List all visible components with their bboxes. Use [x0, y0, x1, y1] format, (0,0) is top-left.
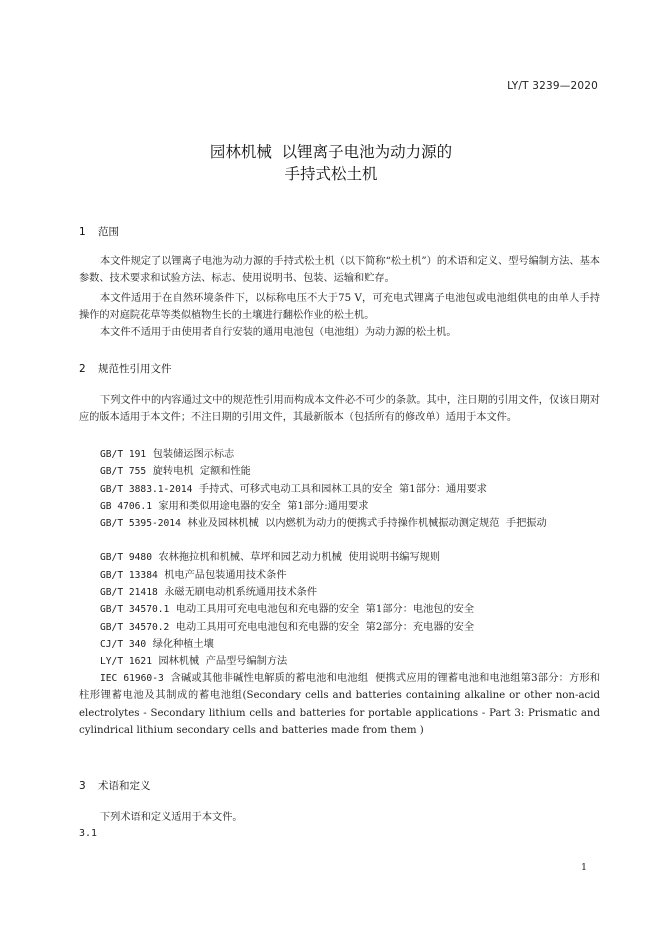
reference-title: 手持式、可移式电动工具和园林工具的安全 第1部分：通用要求: [198, 484, 487, 495]
reference-title: 农林拖拉机和机械、草坪和园艺动力机械 使用说明书编写规则: [158, 552, 441, 563]
section-heading-scope: [79, 224, 119, 239]
section-heading-terms: [79, 778, 151, 793]
reference-item: [100, 567, 600, 584]
reference-item: [100, 584, 600, 601]
reference-item: [100, 601, 600, 618]
reference-title: 林业及园林机械 以内燃机为动力的便携式手持操作机械振动测定规范 手把振动: [187, 518, 547, 529]
reference-code: CJ/T 340: [100, 639, 147, 650]
reference-code: GB/T 3883.1-2014: [100, 484, 193, 495]
title-line-2: 手持式松土机: [284, 165, 378, 183]
page-title: [0, 141, 662, 185]
reference-title: 旋转电机 定额和性能: [152, 466, 251, 477]
reference-item: [100, 619, 600, 636]
reference-item: [100, 636, 600, 653]
scope-paragraph-1: 本文件规定了以锂离子电池为动力源的手持式松土机（以下简称“松土机”）的术语和定义、型号编制方法、基本参数、技术要求和试验方法、标志、使用说明书、包装、运输和贮存。: [79, 256, 600, 284]
reference-title: 机电产品包装通用技术条件: [164, 570, 287, 581]
reference-code: IEC 61960-3: [100, 673, 164, 684]
scope-paragraph-2: 本文件适用于在自然环境条件下，以标称电压不大于75 V，可充电式锂离子电池包或电池组供电的由单人手持操作的对庭院花草等类似植物生长的土壤进行翻松作业的松土机。: [79, 293, 600, 321]
reference-code: GB 4706.1: [100, 501, 152, 512]
reference-title: 家用和类似用途电器的安全 第1部分:通用要求: [158, 501, 369, 512]
reference-item: [100, 498, 600, 515]
section-title: 术语和定义: [98, 780, 151, 792]
reference-code: GB/T 21418: [100, 587, 158, 598]
reference-title: 含碱或其他非碱性电解质的蓄电池和电池组 便携式应用的锂蓄电池和电池组第3部分：方形和柱形锂蓄电池及其制成的蓄电池组(Secondary cells and batteries containing alkaline or other non-acid electrolytes - Secondary lithium cells and batteries for portable applications - Part 3: Prismatic and cylindrical lithium secondary cells and batteries made from them ): [79, 673, 604, 736]
section-title: 范围: [98, 226, 119, 238]
reference-title: 电动工具用可充电电池包和充电器的安全 第2部分：充电器的安全: [175, 622, 475, 633]
reference-item: [100, 446, 600, 463]
reference-code: LY/T 1621: [100, 656, 152, 667]
reference-item: [100, 549, 600, 566]
reference-code: GB/T 755: [100, 466, 147, 477]
reference-title: 园林机械 产品型号编制方法: [158, 656, 288, 667]
reference-code: GB/T 34570.1: [100, 604, 170, 615]
normative-intro: 下列文件中的内容通过文中的规范性引用而构成本文件必不可少的条款。其中，注日期的引用文件，仅该日期对应的版本适用于本文件；不注日期的引用文件，其最新版本（包括所有的修改单）适用于本文件。: [79, 395, 600, 423]
scope-paragraph-3: 本文件不适用于由使用者自行安装的通用电池包（电池组）为动力源的松土机。: [100, 327, 457, 338]
subclause-number: 3.1: [79, 828, 98, 839]
document-id: LY/T 3239—2020: [507, 80, 598, 92]
reference-item: [100, 463, 600, 480]
section-number: 3: [79, 780, 86, 792]
reference-code: GB/T 34570.2: [100, 622, 170, 633]
reference-code: GB/T 191: [100, 449, 147, 460]
reference-title: 永磁无刷电动机系统通用技术条件: [164, 587, 318, 598]
reference-code: GB/T 5395-2014: [100, 518, 181, 529]
reference-item: [79, 670, 604, 739]
section-number: 2: [79, 363, 86, 375]
section-number: 1: [79, 226, 86, 238]
reference-code: GB/T 9480: [100, 552, 152, 563]
reference-item: [79, 515, 600, 532]
terms-intro: 下列术语和定义适用于本文件。: [100, 812, 243, 823]
reference-item: [100, 653, 600, 670]
title-line-1: 园林机械 以锂离子电池为动力源的: [209, 143, 453, 161]
reference-title: 电动工具用可充电电池包和充电器的安全 第1部分：电池包的安全: [175, 604, 475, 615]
page-number: 1: [580, 862, 587, 873]
reference-title: 绿化种植土壤: [152, 639, 214, 650]
section-heading-normative: [79, 361, 172, 376]
reference-item: [100, 481, 600, 498]
section-title: 规范性引用文件: [98, 363, 172, 375]
reference-title: 包装储运图示标志: [152, 449, 235, 460]
reference-code: GB/T 13384: [100, 570, 158, 581]
